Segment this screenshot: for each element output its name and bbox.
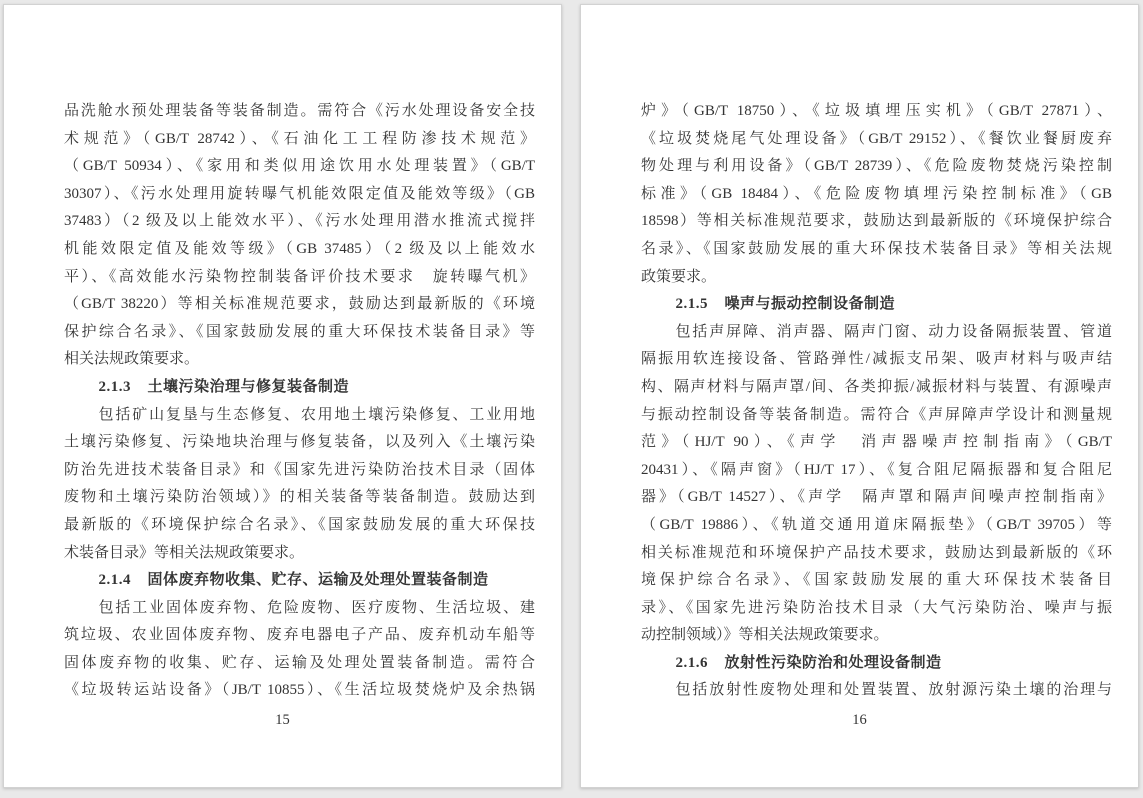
text-line: 名录》、《国家鼓励发展的重大环保技术装备目录》等相关法规 (641, 240, 1112, 257)
text-line: 包括声屏障、消声器、隔声门窗、动力设备隔振装置、管道 (675, 323, 1112, 340)
section-number: 2.1.5 (675, 296, 708, 313)
text-line: 废物和土壤污染防治领域）》的相关装备等装备制造。鼓励达到 (64, 489, 535, 506)
section-number: 2.1.6 (675, 654, 708, 671)
page-number-left: 15 (275, 712, 290, 728)
section-heading (641, 291, 1112, 319)
text-line: 防治先进技术装备目录》和《国家先进污染防治技术目录（固体 (64, 461, 535, 478)
text-line: （GB/T 50934）、《家用和类似用途饮用水处理装置》（GB/T (64, 158, 535, 175)
section-heading (641, 650, 1112, 678)
text-line: 筑垃圾、农业固体废弃物、废弃电器电子产品、废弃机动车船等 (64, 627, 535, 644)
section-heading (64, 567, 535, 595)
text-line: 机能效限定值及能效等级》（GB 37485）（2 级及以上能效水 (64, 240, 535, 257)
text-line: 30307）、《污水处理用旋转曝气机能效限定值及能效等级》（GB (64, 185, 535, 202)
text-line: 术规范》（GB/T 28742）、《石油化工工程防渗技术规范》 (64, 130, 535, 147)
page-right (580, 4, 1139, 788)
section-title: 放射性污染防治和处理设备制造 (724, 654, 942, 671)
text-line: 最新版的《环境保护综合名录》、《国家鼓励发展的重大环保技 (64, 516, 535, 533)
text-line: 境保护综合名录》、《国家鼓励发展的重大环保技术装备目 (641, 572, 1112, 589)
text-line: 20431）、《隔声窗》（HJ/T 17）、《复合阻尼隔振器和复合阻尼 (641, 461, 1112, 478)
page-left (3, 4, 562, 788)
section-heading (64, 374, 535, 402)
text-line: 相关标准规范和环境保护产品技术要求，鼓励达到最新版的《环 (641, 544, 1112, 561)
text-line: （GB/T 38220）等相关标准规范要求，鼓励达到最新版的《环境 (64, 296, 535, 313)
page-left-text (4, 5, 561, 705)
text-line: 与振动控制设备等装备制造。需符合《声屏障声学设计和测量规 (641, 406, 1112, 423)
section-number: 2.1.3 (98, 378, 131, 395)
text-line: 构、隔声材料与隔声罩/间、各类抑振/减振材料与装置、有源噪声 (641, 378, 1112, 395)
text-line: 动控制领域）》等相关法规政策要求。 (641, 627, 889, 644)
text-line: 平）、《高效能水污染物控制装备评价技术要求 旋转曝气机》 (64, 268, 535, 285)
text-line: 保护综合名录》、《国家鼓励发展的重大环保技术装备目录》等 (64, 323, 535, 340)
text-line: 录》、《国家先进污染防治技术目录（大气污染防治、噪声与振 (641, 599, 1112, 616)
text-line: （GB/T 19886）、《轨道交通用道床隔振垫》（GB/T 39705）等 (641, 516, 1112, 533)
section-title: 噪声与振动控制设备制造 (724, 296, 896, 313)
text-line: 隔振用软连接设备、管路弹性/减振支吊架、吸声材料与吸声结 (641, 351, 1112, 368)
text-line: 术装备目录》等相关法规政策要求。 (64, 544, 305, 561)
text-line: 固体废弃物的收集、贮存、运输及处理处置装备制造。需符合 (64, 654, 535, 671)
section-title: 土壤污染治理与修复装备制造 (147, 378, 350, 395)
text-line: 18598）等相关标准规范要求，鼓励达到最新版的《环境保护综合 (641, 213, 1112, 230)
text-line: 物处理与利用设备》（GB/T 28739）、《危险废物焚烧污染控制 (641, 158, 1112, 175)
text-line: 37483）（2 级及以上能效水平）、《污水处理用潜水推流式搅拌 (64, 213, 535, 230)
text-line: 品洗舱水预处理装备等装备制造。需符合《污水处理设备安全技 (64, 103, 535, 119)
text-line: 包括放射性废物处理和处置装置、放射源污染土壤的治理与 (675, 682, 1112, 699)
text-line: 政策要求。 (641, 268, 717, 285)
page-right-text (581, 5, 1138, 705)
text-line: 标准》（GB 18484）、《危险废物填埋污染控制标准》（GB (641, 185, 1112, 202)
section-number: 2.1.4 (98, 572, 131, 589)
page-number-right: 16 (852, 712, 867, 728)
text-line: 包括矿山复垦与生态修复、农用地土壤污染修复、工业用地 (98, 406, 535, 423)
text-line: 范》（HJ/T 90）、《声学 消声器噪声控制指南》（GB/T (641, 434, 1112, 451)
text-line: 土壤污染修复、污染地块治理与修复装备，以及列入《土壤污染 (64, 434, 535, 451)
text-line: 器》（GB/T 14527）、《声学 隔声罩和隔声间噪声控制指南》 (641, 489, 1112, 506)
text-line: 包括工业固体废弃物、危险废物、医疗废物、生活垃圾、建 (98, 599, 535, 616)
text-line: 《垃圾焚烧尾气处理设备》（GB/T 29152）、《餐饮业餐厨废弃 (641, 130, 1112, 147)
text-line: 《垃圾转运站设备》（JB/T 10855）、《生活垃圾焚烧炉及余热锅 (64, 682, 535, 699)
text-line: 相关法规政策要求。 (64, 351, 200, 368)
text-line: 炉》（GB/T 18750）、《垃圾填埋压实机》（GB/T 27871）、 (641, 103, 1112, 119)
section-title: 固体废弃物收集、贮存、运输及处理处置装备制造 (147, 572, 489, 589)
